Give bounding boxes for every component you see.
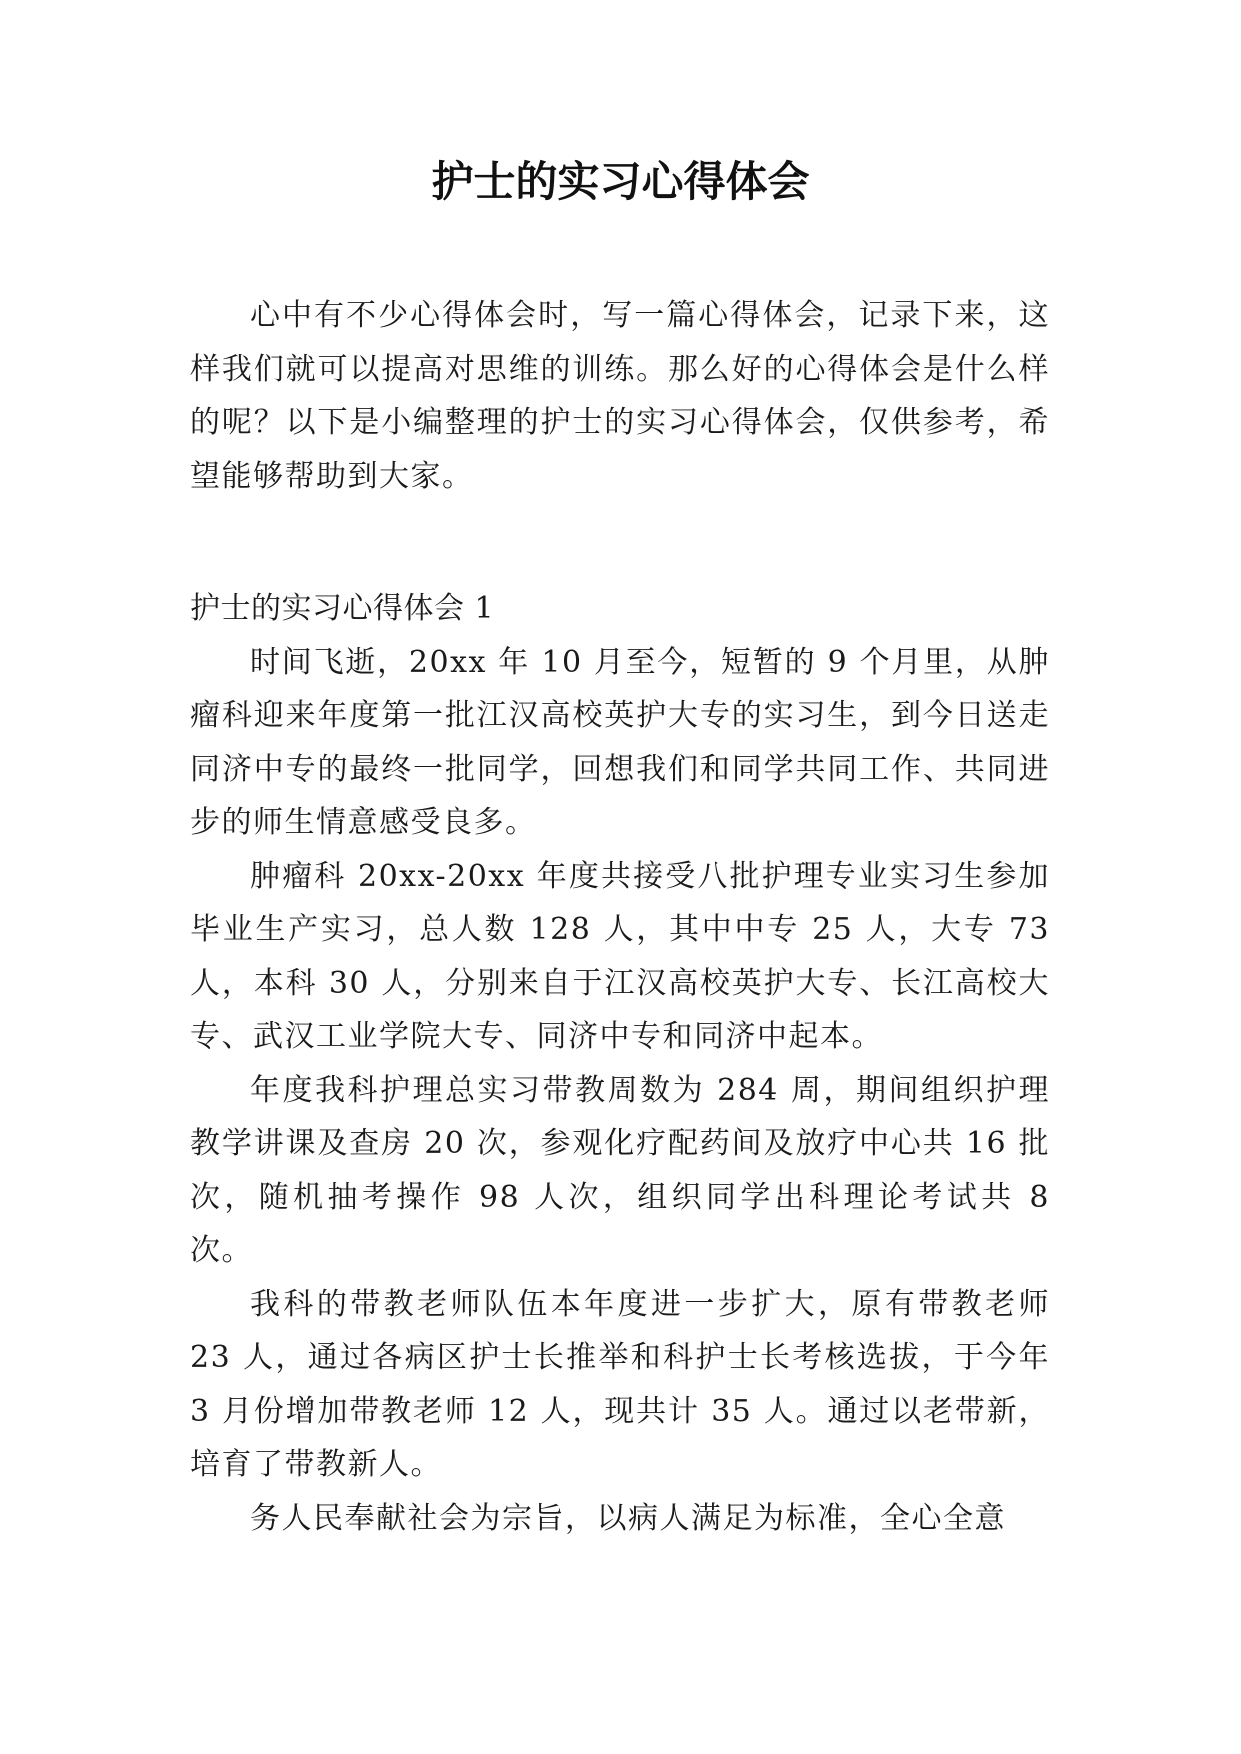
paragraph-1: 时间飞逝，20xx 年 10 月至今，短暂的 9 个月里，从肿瘤科迎来年度第一批江汉高校英护大专的实习生，到今日送走同济中专的最终一批同学，回想我们和同学共同工作、共同进步的师生情意感受良多。 <box>190 644 1050 840</box>
intro-paragraph: 心中有不少心得体会时，写一篇心得体会，记录下来，这样我们就可以提高对思维的训练。那么好的心得体会是什么样的呢？以下是小编整理的护士的实习心得体会，仅供参考，希望能够帮助到大家。 <box>190 298 1050 494</box>
paragraph-2: 肿瘤科 20xx-20xx 年度共接受八批护理专业实习生参加毕业生产实习，总人数 128 人，其中中专 25 人，大专 73 人，本科 30 人，分别来自于江汉高校英护大专、长江高校大专、武汉工业学院大专、同济中专和同济中起本。 <box>190 858 1050 1054</box>
paragraph-4: 我科的带教老师队伍本年度进一步扩大，原有带教老师 23 人，通过各病区护士长推举和科护士长考核选拔，于今年 3 月份增加带教老师 12 人，现共计 35 人。通过以老带新，培育了带教新人。 <box>190 1286 1050 1482</box>
intro-section <box>190 289 1050 503</box>
document-title: 护士的实习心得体会 <box>431 157 810 206</box>
content-section <box>190 582 1050 1545</box>
paragraph-3: 年度我科护理总实习带教周数为 284 周，期间组织护理教学讲课及查房 20 次，参观化疗配药间及放疗中心共 16 批次，随机抽考操作 98 人次，组织同学出科理论考试共 8 次。 <box>190 1072 1050 1268</box>
paragraph-5: 务人民奉献社会为宗旨，以病人满足为标准，全心全意 <box>250 1500 1006 1536</box>
section-heading: 护士的实习心得体会 1 <box>190 591 495 626</box>
